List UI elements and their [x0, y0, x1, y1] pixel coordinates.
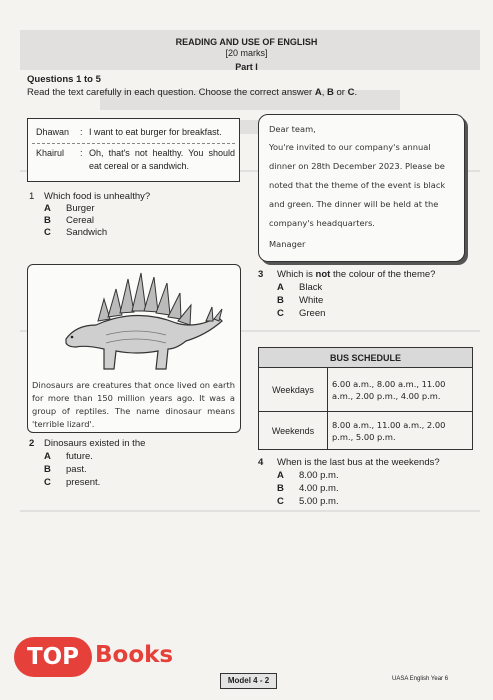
invitation-note [258, 114, 465, 262]
dialogue-box [27, 118, 240, 182]
part-title: Part I [235, 62, 258, 72]
question-text: When is the last bus at the weekends? [277, 457, 440, 468]
row-label: Weekends [259, 412, 328, 450]
option-text[interactable]: 8.00 p.m. [299, 470, 339, 481]
dinosaur-passage: Dinosaurs are creatures that once lived on earth for more than 150 million years ago. It was a group of reptiles. The name dinosaur means 'terrible lizard'. [32, 380, 235, 429]
question-number: 2 [29, 438, 35, 449]
dialogue-divider [32, 143, 235, 144]
option-text[interactable]: 5.00 p.m. [299, 496, 339, 507]
option-text[interactable]: Sandwich [66, 227, 108, 238]
option-letter: A [277, 282, 284, 293]
note-body: You're invited to our company's annual dinner on 28th December 2023. Please be noted that the theme of the event is black and green. The dinner will be held at the company's headquarters. [269, 142, 446, 228]
option-text[interactable]: Green [299, 308, 326, 319]
section-marks: [20 marks] [225, 48, 268, 58]
topbooks-logo: TOP [14, 637, 92, 677]
table-row [259, 412, 473, 450]
dialogue-speaker-2: Khairul [36, 148, 65, 158]
dialogue-sep: : [80, 127, 83, 137]
option-text[interactable]: Black [299, 282, 323, 293]
option-letter: A [44, 203, 51, 214]
instructions: Read the text carefully in each question. Choose the correct answer A, B or C. [27, 87, 358, 98]
note-signoff: Manager [269, 239, 306, 249]
option-text[interactable]: past. [66, 464, 87, 475]
option-letter: C [277, 308, 284, 319]
option-letter: B [44, 464, 51, 475]
option-text[interactable]: future. [66, 451, 93, 462]
option-text[interactable]: present. [66, 477, 101, 488]
option-letter: B [277, 295, 284, 306]
bus-schedule-table [258, 347, 473, 450]
stegosaurus-icon [46, 269, 226, 377]
dialogue-line-1: I want to eat burger for breakfast. [89, 127, 222, 137]
option-text[interactable]: White [299, 295, 324, 306]
topbooks-logo-text: Books [95, 642, 174, 668]
question-number: 4 [258, 457, 264, 468]
questions-range-title: Questions 1 to 5 [27, 74, 101, 85]
option-letter: A [277, 470, 284, 481]
dialogue-speaker-1: Dhawan [36, 127, 70, 137]
question-number: 1 [29, 191, 35, 202]
option-letter: B [277, 483, 284, 494]
table-row [259, 368, 473, 412]
dialogue-sep: : [80, 148, 83, 158]
note-greeting: Dear team, [269, 124, 316, 134]
row-label: Weekdays [259, 368, 328, 412]
table-header: BUS SCHEDULE [259, 348, 473, 368]
option-text[interactable]: 4.00 p.m. [299, 483, 339, 494]
option-letter: C [277, 496, 284, 507]
question-text: Which food is unhealthy? [44, 191, 151, 202]
question-text: Which is not the colour of the theme? [277, 269, 436, 280]
option-letter: A [44, 451, 51, 462]
option-letter: B [44, 215, 51, 226]
dialogue-line-2: Oh, that's not healthy. You should eat cereal or a sandwich. [89, 148, 235, 171]
option-letter: C [44, 477, 51, 488]
option-text[interactable]: Cereal [66, 215, 94, 226]
row-times: 6.00 a.m., 8.00 a.m., 11.00 a.m., 2.00 p.m., 4.00 p.m. [328, 368, 473, 412]
page-label: Model 4 - 2 [220, 673, 277, 689]
option-text[interactable]: Burger [66, 203, 95, 214]
book-title: UASA English Year 6 [392, 676, 449, 682]
row-times: 8.00 a.m., 11.00 a.m., 2.00 p.m., 5.00 p.m. [328, 412, 473, 450]
section-title: READING AND USE OF ENGLISH [175, 37, 318, 47]
question-text: Dinosaurs existed in the [44, 438, 146, 449]
question-number: 3 [258, 269, 264, 280]
dinosaur-passage-box [27, 264, 241, 433]
option-letter: C [44, 227, 51, 238]
